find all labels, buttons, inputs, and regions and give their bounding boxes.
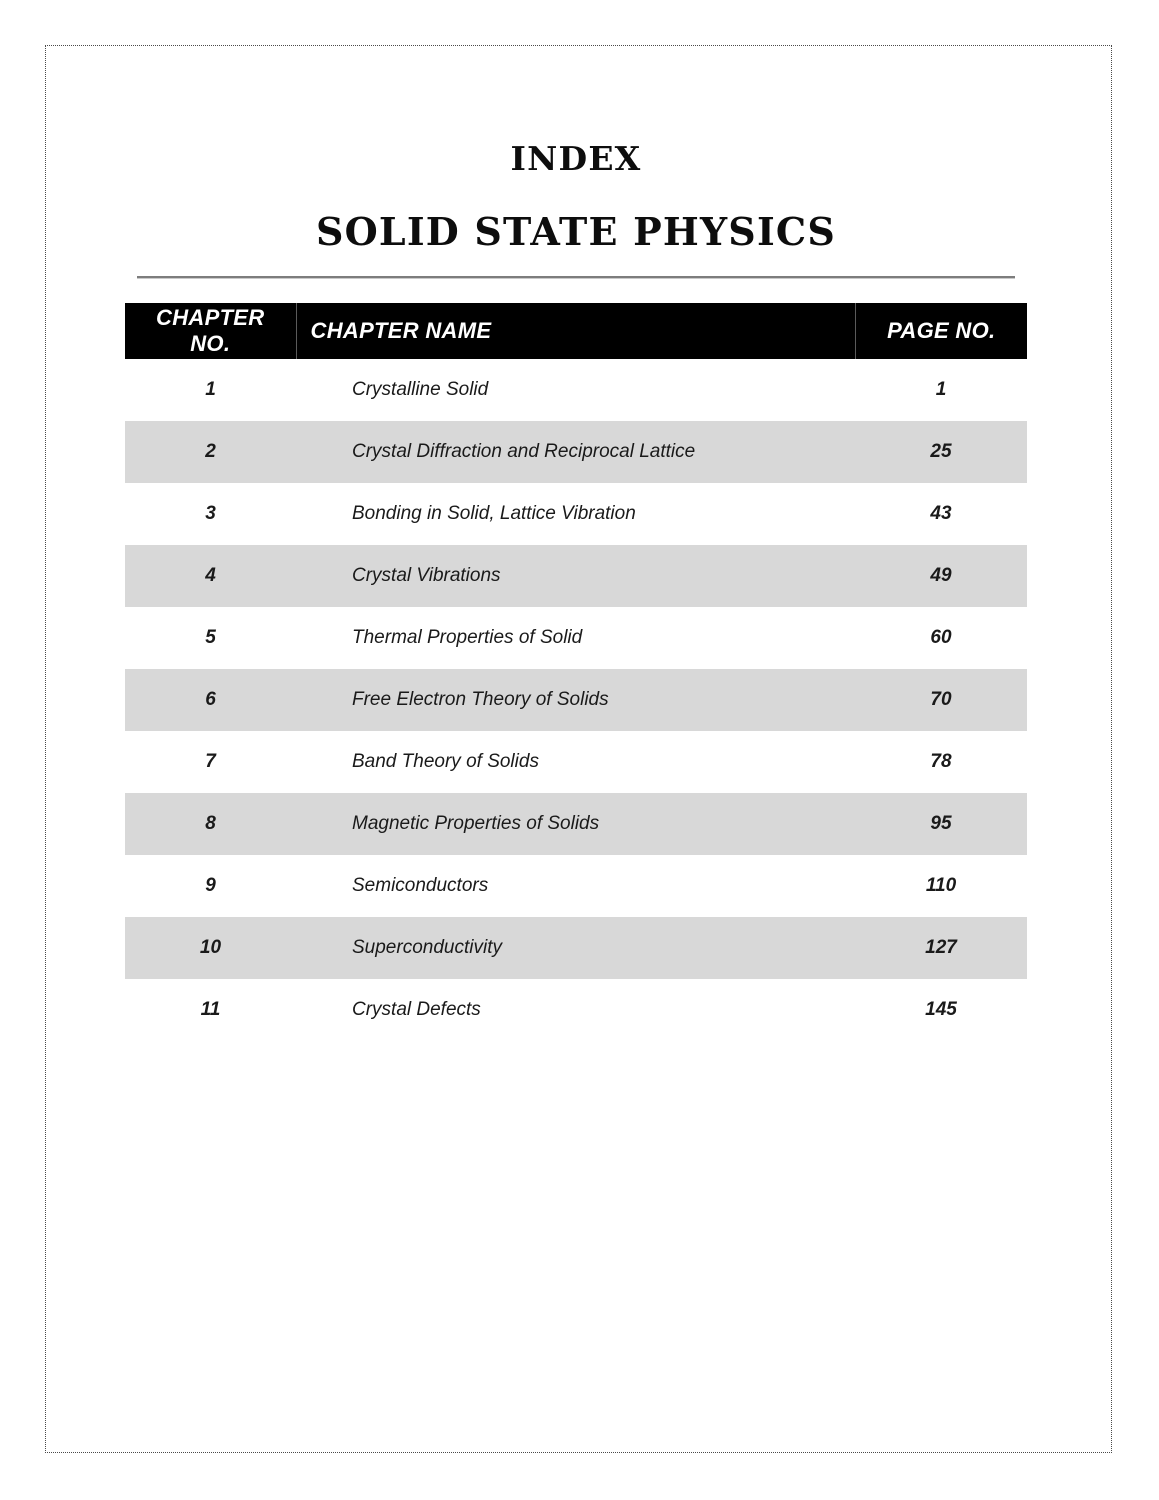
cell-chapter-no: 1 [125,359,296,421]
cell-chapter-name: Semiconductors [296,855,855,917]
table-row [125,917,1027,979]
cell-chapter-name: Bonding in Solid, Lattice Vibration [296,483,855,545]
table-row [125,483,1027,545]
cell-chapter-name: Thermal Properties of Solid [296,607,855,669]
cell-page-no: 1 [855,359,1027,421]
table-header-row [125,303,1027,359]
cell-chapter-name: Crystal Defects [296,979,855,1041]
column-header-page-no: PAGE NO. [855,303,1027,359]
cell-page-no: 60 [855,607,1027,669]
table-row [125,607,1027,669]
cell-page-no: 25 [855,421,1027,483]
table-row [125,421,1027,483]
cell-chapter-name: Free Electron Theory of Solids [296,669,855,731]
column-header-chapter-name: CHAPTER NAME [296,303,855,359]
page-title: INDEX [510,139,642,178]
page-content [125,125,1027,1041]
cell-chapter-name: Superconductivity [296,917,855,979]
cell-chapter-no: 10 [125,917,296,979]
title-divider [137,276,1015,279]
cell-chapter-no: 11 [125,979,296,1041]
cell-page-no: 145 [855,979,1027,1041]
cell-chapter-no: 2 [125,421,296,483]
cell-chapter-no: 3 [125,483,296,545]
cell-chapter-no: 8 [125,793,296,855]
column-header-chapter-no: CHAPTER NO. [125,303,296,359]
cell-page-no: 49 [855,545,1027,607]
table-row [125,979,1027,1041]
cell-page-no: 95 [855,793,1027,855]
cell-chapter-name: Crystalline Solid [296,359,855,421]
index-table [125,303,1027,1041]
cell-chapter-name: Crystal Diffraction and Reciprocal Lattice [296,421,855,483]
table-row [125,545,1027,607]
cell-chapter-no: 4 [125,545,296,607]
table-body [125,359,1027,1041]
table-row [125,669,1027,731]
page-subtitle: SOLID STATE PHYSICS [315,208,837,254]
cell-chapter-name: Crystal Vibrations [296,545,855,607]
cell-page-no: 127 [855,917,1027,979]
cell-chapter-name: Magnetic Properties of Solids [296,793,855,855]
cell-chapter-no: 9 [125,855,296,917]
table-row [125,855,1027,917]
table-header [125,303,1027,359]
cell-chapter-name: Band Theory of Solids [296,731,855,793]
cell-page-no: 43 [855,483,1027,545]
cell-chapter-no: 7 [125,731,296,793]
cell-page-no: 110 [855,855,1027,917]
cell-page-no: 70 [855,669,1027,731]
cell-chapter-no: 5 [125,607,296,669]
table-row [125,359,1027,421]
cell-chapter-no: 6 [125,669,296,731]
cell-page-no: 78 [855,731,1027,793]
table-row [125,793,1027,855]
table-row [125,731,1027,793]
